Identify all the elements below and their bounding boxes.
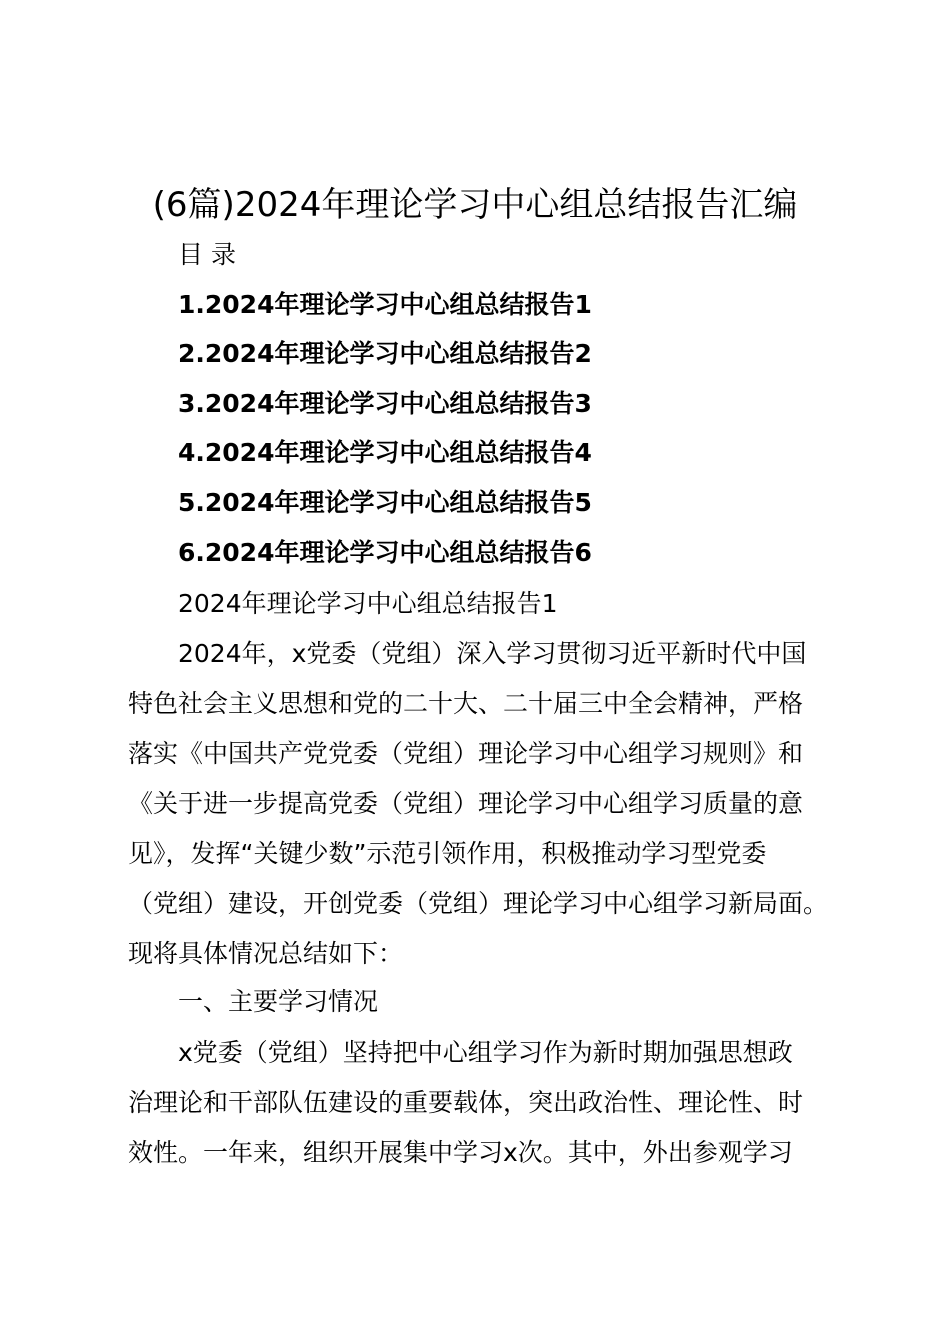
body-paragraph [128, 1028, 848, 1178]
toc-item: 5.2024年理论学习中心组总结报告5 [178, 488, 592, 517]
paragraph-line: 效性。一年来，组织开展集中学习x次。其中，外出参观学习 [128, 1138, 793, 1167]
report-title: 2024年理论学习中心组总结报告1 [178, 589, 558, 618]
section-heading: 一、主要学习情况 [178, 987, 379, 1016]
toc-item: 6.2024年理论学习中心组总结报告6 [178, 538, 592, 567]
intro-paragraph [128, 629, 848, 979]
paragraph-line: 《关于进一步提高党委（党组）理论学习中心组学习质量的意 [128, 789, 804, 818]
paragraph-line: （党组）建设，开创党委（党组）理论学习中心组学习新局面。 [128, 889, 829, 918]
paragraph-line: 2024年，x党委（党组）深入学习贯彻习近平新时代中国 [178, 639, 807, 668]
toc-item: 4.2024年理论学习中心组总结报告4 [178, 438, 592, 467]
toc-item: 1.2024年理论学习中心组总结报告1 [178, 290, 592, 319]
toc-item: 3.2024年理论学习中心组总结报告3 [178, 389, 592, 418]
paragraph-line: x党委（党组）坚持把中心组学习作为新时期加强思想政 [178, 1038, 793, 1067]
paragraph-line: 落实《中国共产党党委（党组）理论学习中心组学习规则》和 [128, 739, 804, 768]
paragraph-line: 现将具体情况总结如下： [128, 939, 404, 968]
toc-item: 2.2024年理论学习中心组总结报告2 [178, 339, 592, 368]
paragraph-line: 见》，发挥“关键少数”示范引领作用，积极推动学习型党委 [128, 839, 767, 868]
paragraph-line: 特色社会主义思想和党的二十大、二十届三中全会精神，严格 [128, 689, 804, 718]
paragraph-line: 治理论和干部队伍建设的重要载体，突出政治性、理论性、时 [128, 1088, 804, 1117]
toc-label: 目 录 [178, 240, 236, 269]
document-title: (6篇)2024年理论学习中心组总结报告汇编 [152, 185, 798, 225]
